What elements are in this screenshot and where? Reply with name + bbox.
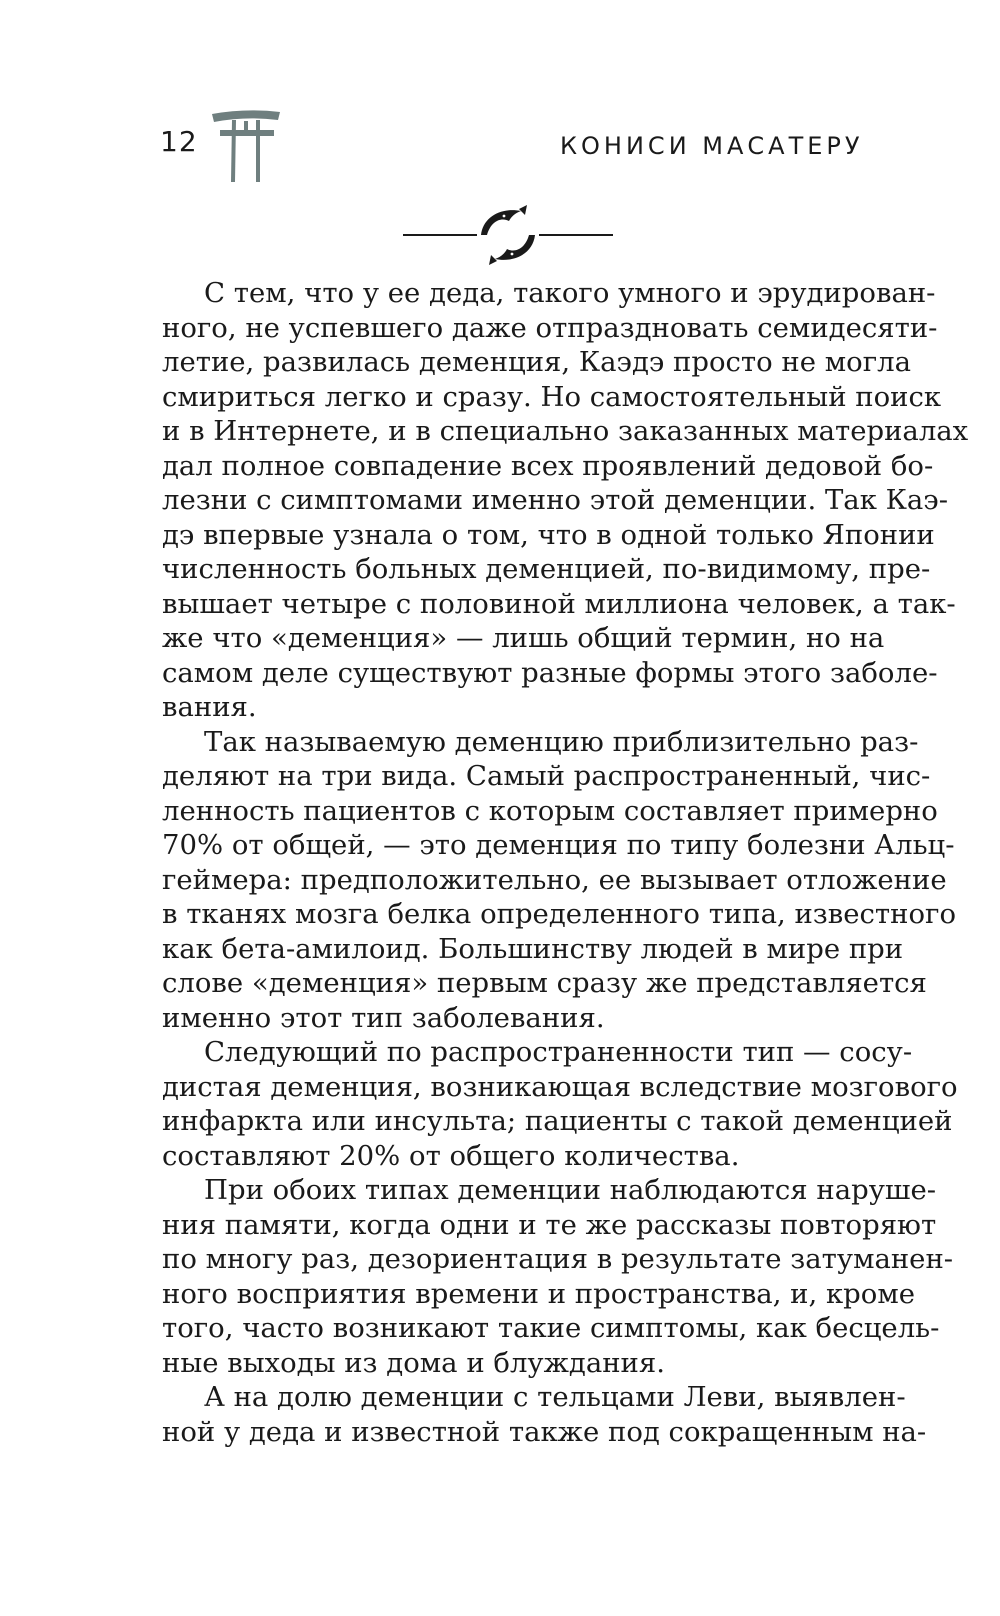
text-line: Следующий по распространенности тип — сосу- [204,1036,913,1068]
text-line: дал полное совпадение всех проявлений дедовой бо- [162,449,934,482]
text-line: дистая деменция, возникающая вследствие мозгового [162,1070,958,1103]
text-line: геймера: предположительно, ее вызывает отложение [162,863,947,896]
page-number: 12 [160,125,198,158]
koi-fish-ornament-icon [403,205,613,265]
text-line: ные выходы из дома и блуждания. [162,1346,665,1379]
text-line: и в Интернете, и в специально заказанных материалах [162,415,969,447]
paragraph-1 [162,276,969,725]
text-line: А на долю деменции с тельцами Леви, выявлен- [204,1381,906,1413]
text-line: ной у деда и известной также под сокращенным на- [162,1415,927,1448]
text-line: слове «деменция» первым сразу же представляется [162,967,927,999]
text-line: С тем, что у ее деда, такого умного и эрудирован- [204,277,936,309]
torii-gate-icon [210,108,282,184]
text-line: по многу раз, дезориентация в результате затуманен- [162,1243,954,1275]
paragraph-2 [162,725,956,1036]
paragraph-5 [162,1380,927,1449]
text-line: ленность пациентов с которым составляет примерно [162,794,938,827]
text-line: же что «деменция» — лишь общий термин, но на [162,622,885,654]
text-line: самом деле существуют разные формы этого заболе- [162,656,938,689]
text-line: деляют на три вида. Самый распространенный, чис- [162,760,931,792]
text-line: в тканях мозга белка определенного типа, известного [162,898,956,930]
text-line: ного восприятия времени и пространства, и, кроме [162,1277,916,1310]
text-line: ного, не успевшего даже отпраздновать семидесяти- [162,311,938,344]
text-line: вышает четыре с половиной миллиона человек, а так- [162,587,956,620]
text-line: того, часто возникают такие симптомы, как бесцель- [162,1312,940,1344]
paragraph-3 [162,1035,958,1173]
body-text [162,276,969,1449]
text-line: ния памяти, когда одни и те же рассказы повторяют [162,1208,937,1241]
text-line: летие, развилась деменция, Каэдэ просто не могла [162,346,911,378]
text-line: инфаркта или инсульта; пациенты с такой деменцией [162,1105,953,1137]
text-line: составляют 20% от общего количества. [162,1139,740,1172]
text-line: Так называемую деменцию приблизительно раз- [204,725,919,758]
text-line: 70% от общей, — это деменция по типу болезни Альц- [162,829,955,861]
text-line: При обоих типах деменции наблюдаются наруше- [204,1174,937,1206]
text-line: численность больных деменцией, по-видимому, пре- [162,553,931,585]
text-line: дэ впервые узнала о том, что в одной только Японии [162,518,935,551]
text-line: вания. [162,691,257,723]
text-line: именно этот тип заболевания. [162,1001,605,1034]
paragraph-4 [162,1173,954,1380]
text-line: как бета-амилоид. Большинству людей в мире при [162,932,904,965]
running-head: КОНИСИ МАСАТЕРУ [560,132,864,160]
text-line: лезни с симптомами именно этой деменции. Так Каэ- [162,484,949,516]
text-line: смириться легко и сразу. Но самостоятельный поиск [162,380,942,413]
